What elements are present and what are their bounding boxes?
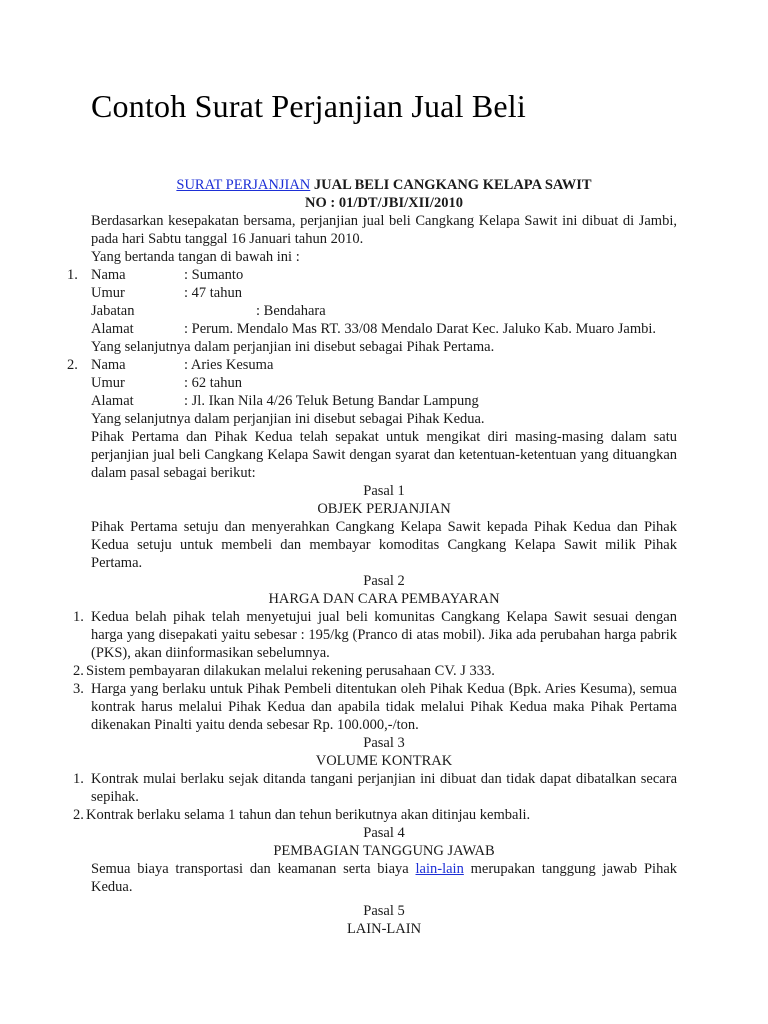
pasal-1-label: Pasal 1	[363, 483, 405, 499]
party-2	[0, 356, 768, 374]
party-1-position-row: Jabatan : Bendahara	[91, 303, 326, 319]
party-1-number: 1.	[67, 267, 78, 283]
party-1	[0, 266, 768, 284]
surat-perjanjian-link[interactable]: SURAT PERJANJIAN	[176, 177, 311, 193]
pasal-5-label: Pasal 5	[363, 903, 405, 919]
pasal-3-label: Pasal 3	[363, 735, 405, 751]
party-1-name-row: Nama : Sumanto	[91, 267, 244, 283]
pasal-1-heading: OBJEK PERJANJIAN	[317, 501, 451, 517]
pasal-3-heading: VOLUME KONTRAK	[315, 753, 453, 769]
party-2-closing: Yang selanjutnya dalam perjanjian ini disebut sebagai Pihak Kedua.	[91, 411, 485, 427]
pasal-2-item-3: 3. Harga yang berlaku untuk Pihak Pembeli ditentukan oleh Pihak Kedua (Bpk. Aries Kesuma), semua kontrak harus melalui Pihak Kedua dan apabila tidak melalui Pihak Kedua maka Pihak Pertama dikenakan Pinalti yaitu denda sebesar Rp. 100.000,-/ton.	[73, 681, 677, 733]
pasal-2-label: Pasal 2	[363, 573, 405, 589]
signed-below-text: Yang bertanda tangan di bawah ini :	[91, 249, 300, 265]
pasal-3-item-1: 1. Kontrak mulai berlaku sejak ditanda tangani perjanjian ini dibuat dan tidak dapat dibatalkan secara sepihak.	[73, 771, 677, 805]
pasal-2-item-1: 1. Kedua belah pihak telah menyetujui jual beli komunitas Cangkang Kelapa Sawit sesuai dengan harga yang disepakati yaitu sebesar : 195/kg (Pranco di atas mobil). Jika ada perubahan harga pabrik (PKS), akan diinformasikan sebelumnya.	[73, 609, 677, 661]
party-2-name-row: Nama : Aries Kesuma	[91, 357, 274, 373]
party-1-closing: Yang selanjutnya dalam perjanjian ini disebut sebagai Pihak Pertama.	[91, 339, 495, 355]
lain-lain-link[interactable]: lain-lain	[415, 861, 464, 877]
pasal-5-heading: LAIN-LAIN	[346, 921, 422, 937]
letter-body	[0, 176, 768, 938]
pasal-1-text: Pihak Pertama setuju dan menyerahkan Cangkang Kelapa Sawit kepada Pihak Kedua dan Pihak Kedua setuju untuk membeli dan membayar komoditas Cangkang Kelapa Sawit milik Pihak Pertama.	[91, 519, 677, 571]
party-2-address-row: Alamat : Jl. Ikan Nila 4/26 Teluk Betung Bandar Lampung	[91, 393, 479, 409]
party-2-age-row: Umur : 62 tahun	[91, 375, 242, 391]
pasal-4-heading: PEMBAGIAN TANGGUNG JAWAB	[273, 843, 495, 859]
pasal-3-item-2: 2. Kontrak berlaku selama 1 tahun dan tehun berikutnya akan ditinjau kembali.	[73, 807, 531, 823]
pasal-2-item-2: 2. Sistem pembayaran dilakukan melalui rekening perusahaan CV. J 333.	[73, 663, 495, 679]
letter-heading	[0, 176, 768, 194]
letter-number: NO : 01/DT/JBI/XII/2010	[305, 195, 463, 211]
letter-heading-text: JUAL BELI CANGKANG KELAPA SAWIT	[310, 177, 592, 193]
page-title: Contoh Surat Perjanjian Jual Beli	[91, 88, 526, 124]
pasal-2-heading: HARGA DAN CARA PEMBAYARAN	[268, 591, 500, 607]
intro-paragraph: Berdasarkan kesepakatan bersama, perjanjian jual beli Cangkang Kelapa Sawit ini dibuat di Jambi, pada hari Sabtu tanggal 16 Januari tahun 2010.	[91, 213, 677, 247]
party-2-number: 2.	[67, 357, 78, 373]
pasal-4-text: Semua biaya transportasi dan keamanan serta biaya lain-lain merupakan tanggung jawab Pihak Kedua.	[91, 861, 677, 895]
pasal-4-label: Pasal 4	[363, 825, 405, 841]
party-1-address-row: Alamat : Perum. Mendalo Mas RT. 33/08 Mendalo Darat Kec. Jaluko Kab. Muaro Jambi.	[91, 321, 657, 337]
agreement-paragraph: Pihak Pertama dan Pihak Kedua telah sepakat untuk mengikat diri masing-masing dalam satu perjanjian jual beli Cangkang Kelapa Sawit dengan syarat dan ketentuan-ketentuan yang dituangkan dalam pasal sebagai berikut:	[91, 429, 677, 481]
party-1-age-row: Umur : 47 tahun	[91, 285, 242, 301]
